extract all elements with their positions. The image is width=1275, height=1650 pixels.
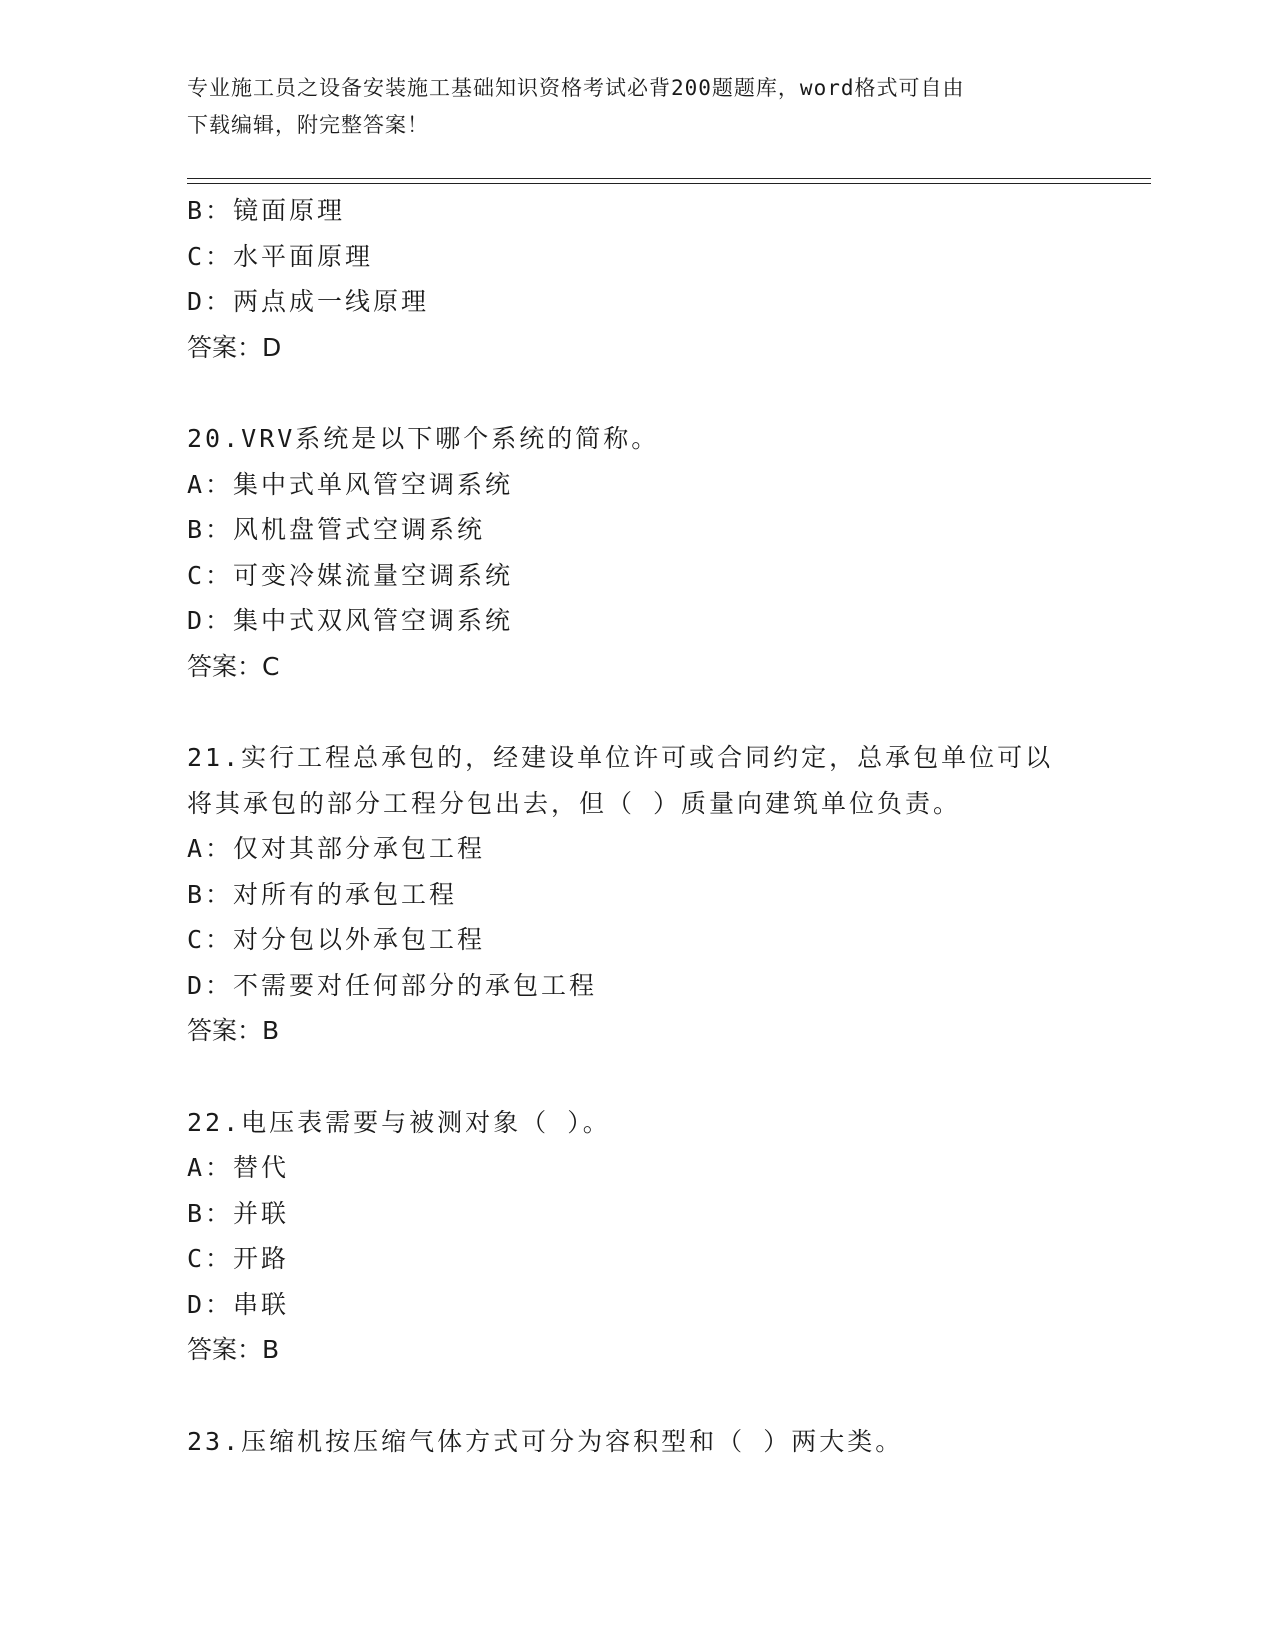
option-c: C：水平面原理 [187, 241, 374, 271]
question-23 [187, 1419, 1087, 1465]
question-stem: 20.VRV系统是以下哪个系统的简称。 [187, 424, 660, 453]
answer: 答案：B [187, 1016, 280, 1045]
option-d: D：两点成一线原理 [187, 287, 430, 316]
header-line-1: 专业施工员之设备安装施工基础知识资格考试必背200题题库，word格式可自由 [187, 76, 965, 100]
header-divider-bottom [187, 183, 1151, 184]
option-b: B：并联 [187, 1198, 290, 1228]
option-c: C：开路 [187, 1244, 290, 1273]
option-b: B：镜面原理 [187, 196, 346, 225]
option-a: A：替代 [187, 1153, 290, 1182]
question-stem: 22.电压表需要与被测对象（ ）。 [187, 1107, 611, 1137]
option-d: D：串联 [187, 1289, 290, 1319]
question-19-fragment [187, 188, 1087, 370]
option-d: D：集中式双风管空调系统 [187, 606, 514, 635]
option-b: B：风机盘管式空调系统 [187, 515, 486, 544]
header-line-2: 下载编辑，附完整答案！ [187, 113, 429, 137]
header-divider-top [187, 178, 1151, 179]
question-stem-line-2: 将其承包的部分工程分包出去，但（ ）质量向建筑单位负责。 [187, 788, 962, 818]
option-d: D：不需要对任何部分的承包工程 [187, 970, 598, 1000]
question-list [187, 188, 1087, 1464]
answer: 答案：C [187, 651, 280, 681]
question-stem: 23.压缩机按压缩气体方式可分为容积型和（ ）两大类。 [187, 1426, 904, 1456]
question-21 [187, 735, 1087, 1054]
question-20 [187, 416, 1087, 689]
question-22 [187, 1100, 1087, 1373]
option-a: A：集中式单风管空调系统 [187, 469, 514, 499]
answer: 答案：B [187, 1335, 280, 1364]
document-header [187, 70, 1087, 144]
question-stem-line-1: 21.实行工程总承包的，经建设单位许可或合同约定，总承包单位可以 [187, 743, 1054, 772]
option-b: B：对所有的承包工程 [187, 879, 458, 909]
option-a: A：仅对其部分承包工程 [187, 834, 486, 863]
answer: 答案：D [187, 332, 282, 362]
option-c: C：可变冷媒流量空调系统 [187, 560, 514, 590]
option-c: C：对分包以外承包工程 [187, 925, 486, 954]
